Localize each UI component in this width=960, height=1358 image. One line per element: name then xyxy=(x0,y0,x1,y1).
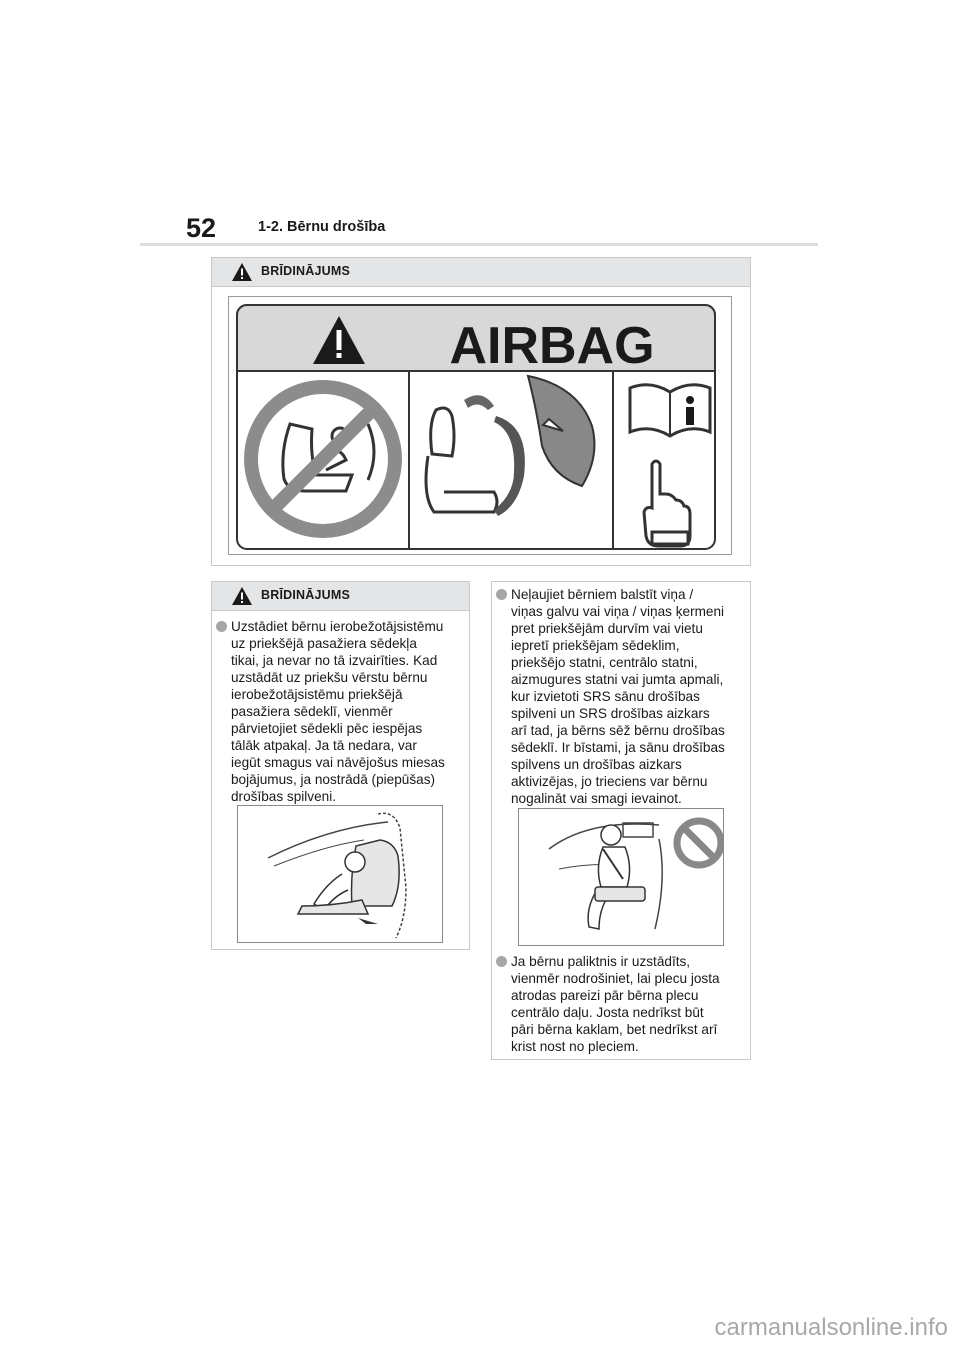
no-child-seat-icon xyxy=(251,387,395,531)
bullet-dot xyxy=(216,621,227,632)
manual-book-icon xyxy=(630,385,710,436)
warning-triangle-icon xyxy=(231,586,253,606)
airbag-text: AIRBAG xyxy=(449,317,655,375)
paragraph-text: Neļaujiet bērniem balstīt viņa / viņas galvu vai viņa / viņas ķermeni pret priekšējām durvīm vai vietu iepretī priekšējam sēdeklim, priekšējo statni, centrālo statni, aizmugures statni vai jumta apmali, kur izvietoti SRS sānu drošības spilveni un SRS drošības aizkars arī tad, ja bērns sēž bērnu drošības sēdeklī. Ir bīstami, ja sānu drošības spilvens un drošības aizkars aktivizējas, jo trieciens var bērnu nogalināt vai smagi ievainot. xyxy=(511,587,725,806)
warning-triangle-icon xyxy=(231,262,253,282)
section-title: 1-2. Bērnu drošība xyxy=(258,219,386,235)
paragraph-text: Ja bērnu paliktnis ir uzstādīts, vienmēr nodrošiniet, lai plecu josta atrodas pareizi pār bērna plecu centrālo daļu. Josta nedrīkst būt pāri bērna kaklam, bet nedrīkst arī krist nost no pleciem. xyxy=(511,954,720,1054)
header-rule xyxy=(140,243,818,246)
bullet-dot xyxy=(496,589,507,600)
bullet-paragraph xyxy=(496,953,751,1055)
airbag-warning-label xyxy=(228,296,732,555)
page-number: 52 xyxy=(186,213,217,243)
warning-header xyxy=(212,258,750,287)
paragraph-text: Uzstādiet bērnu ierobežotājsistēmu uz priekšējā pasažiera sēdekļa tikai, ja nevar no tā izvairīties. Kad uzstādāt uz priekšu vērstu bērnu ierobežotājsistēmu priekšējā pasažiera sēdeklī, vienmēr pārvietojiet sēdekli pēc iespējas tālāk atpakaļ. Ja tā nedara, var iegūt smagus vai nāvējošus miesas bojājumus, ja nostrādā (piepūšas) drošības spilveni. xyxy=(231,619,445,804)
forward-child-seat-illustration xyxy=(237,805,443,943)
child-seat-warning-box xyxy=(211,581,470,950)
warning-header xyxy=(212,582,469,611)
airbag-warning-box xyxy=(211,257,751,566)
warning-heading: BRĪDINĀJUMS xyxy=(261,588,351,602)
warning-heading: BRĪDINĀJUMS xyxy=(261,264,351,278)
bullet-paragraph xyxy=(496,586,751,807)
footer-watermark: carmanualsonline.info xyxy=(714,1314,948,1341)
bullet-dot xyxy=(496,956,507,967)
booster-seat-illustration xyxy=(518,808,724,946)
bullet-paragraph xyxy=(216,618,471,805)
side-airbag-warning-box xyxy=(491,581,751,1060)
